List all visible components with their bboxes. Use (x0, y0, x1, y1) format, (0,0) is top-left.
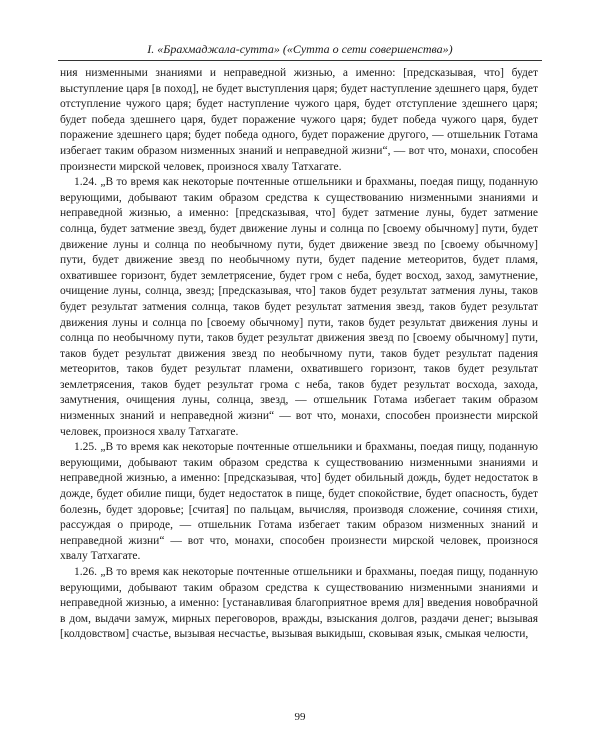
header-rule (58, 60, 542, 61)
running-header: I. «Брахмаджала-сутта» («Сутта о сети совершенства») (147, 42, 453, 56)
paragraph-1-24: 1.24. „В то время как некоторые почтенные отшельники и брахманы, поедая пищу, поданную верующими, добывают таким образом средства к существованию низменными знаниями и неправедной жизнью, а именно: [предсказывая, что] будет затмение луны, будет затмение солнца, будет затмение звезд, будет движение луны и солнца по [своему обычному] пути, будет движение луны и солнца по необычному пути, будет движение звезд по [своему обычному] пути, будет движение звезд по необычному пути, будет падение метеоритов, будет пламя, охватившее горизонт, будет землетрясение, будет гром с неба, будет восход, заход, замутнение, очищение луны, солнца, звезд; [предсказывая, что] таков будет результат затмения луны, таков будет результат затмения солнца, таков будет результат затмения звезд, таков будет результат движения луны и солнца по [своему обычному] пути, таков будет результат движения луны и солнца по необычному пути, таков будет результат движения звезд по [своему обычному] пути, таков будет результат движения звезд по необычному пути, таков будет результат падения метеоритов, таков будет результат пламени, охватившего горизонт, таков будет результат землетрясения, таков будет результат грома с неба, таков будет результат восхода, захода, замутнения, очищения луны, солнца, звезд, — отшельник Готама избегает таким образом низменных знаний и неправедной жизни“ — вот что, монахи, способен произнести мирской человек, произнося хвалу Татхагате. (60, 176, 538, 438)
paragraph-1-25: 1.25. „В то время как некоторые почтенные отшельники и брахманы, поедая пищу, поданную верующими, добывают таким образом средства к существованию низменными знаниями и неправедной жизнью, а именно: [предсказывая, что] будет обильный дождь, будет недостаток в дожде, будет обилие пищи, будет недостаток в пище, будет спокойствие, будет опасность, будет болезнь, будет здоровье; [считая] по пальцам, вычисляя, производя сложение, сочиняя стихи, рассуждая о природе, — отшельник Готама избегает таким образом низменных знаний и неправедной жизни“ — вот что, монахи, способен произнести мирской человек, произнося хвалу Татхагате. (60, 441, 538, 563)
page-number: 99 (294, 711, 306, 723)
paragraph-1-26: 1.26. „В то время как некоторые почтенные отшельники и брахманы, поедая пищу, поданную верующими, добывают таким образом средства к существованию низменными знаниями и неправедной жизнью, а именно: [устанавливая благоприятное время для] введения новобрачной в дом, выдачи замуж, мирных переговоров, вражды, взыскания долгов, раздачи денег; вызывая [колдовством] счастье, вызывая несчастье, вызывая выкидыш, сковывая язык, смыкая челюсти, (60, 566, 538, 641)
paragraph-continuation: ния низменными знаниями и неправедной жизнью, а именно: [предсказывая, что] будет выступление царя [в поход], не будет выступления царя; будет наступление здешнего царя, будет отступление чужого царя; будет наступление чужого царя, будет отступление здешнего царя; будет победа здешнего царя, будет поражение чужого царя; будет победа чужого царя, будет поражение здешнего царя; будет победа одного, будет поражение другого, — отшельник Готама избегает таким образом низменных знаний и неправедной жизни“, — вот что, монахи, способен произнести мирской человек, произнося хвалу Татхагате. (60, 67, 538, 173)
body-text (60, 66, 538, 643)
